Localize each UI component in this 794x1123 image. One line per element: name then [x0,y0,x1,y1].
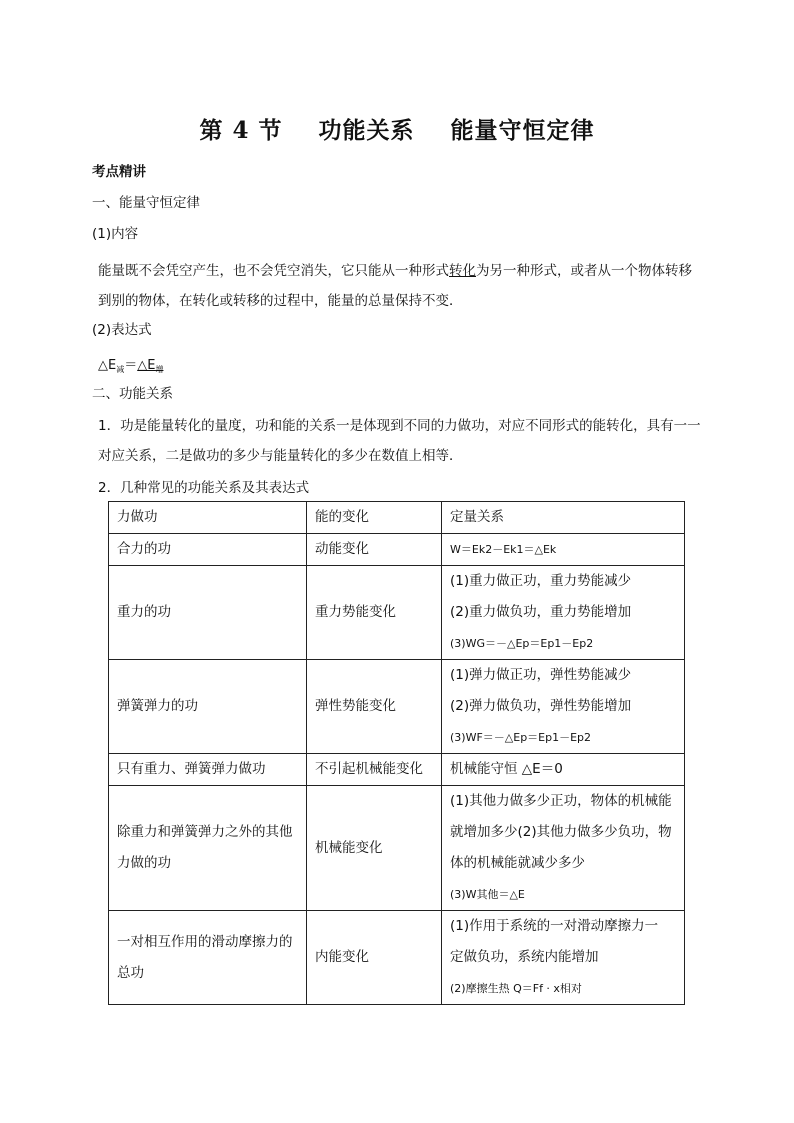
content-text-b: 为另一种形式，或者从一个物体转移到别的物体，在转化或转移的过程中，能量的总量保持不变． [98,263,692,309]
row-relation [442,566,685,660]
row-force: 只有重力、弹簧弹力做功 [109,754,307,786]
relation-line: (1)弹力做正功，弹性势能减少 [450,667,632,683]
formula-eq: ＝ [124,358,138,373]
page-title: 第 4 节 功能关系 能量守恒定律 [199,117,595,144]
relation-line: (1)作用于系统的一对滑动摩擦力一 [450,918,659,934]
table-row [109,566,685,660]
formula-right-sub: 增 [155,365,164,374]
row-change: 内能变化 [307,911,442,1005]
relation-line: (2)弹力做负功，弹性势能增加 [450,698,632,714]
header-relation: 定量关系 [442,502,685,534]
table-row [109,660,685,754]
table-row [109,911,685,1005]
content-text-underlined: 转化 [449,263,476,279]
relation-line: 体的机械能就减少多少 [450,855,585,871]
relation-line: (1)其他力做多少正功，物体的机械能 [450,793,672,809]
point-2: 2．几种常见的功能关系及其表达式 [98,480,310,496]
section-2-title: 二、功能关系 [92,386,173,402]
relation-line: (2)重力做负功，重力势能增加 [450,604,632,620]
relation-line: (3)WF＝－△Ep＝Ep1－Ep2 [450,731,592,744]
relation-line: W＝Ek2－Ek1＝△Ek [450,543,557,556]
relation-line: (2)摩擦生热 Q＝Ff · x相对 [450,982,582,995]
section-heading: 考点精讲 [92,164,146,180]
row-relation [442,660,685,754]
function-energy-table [108,501,685,1005]
row-force: 重力的功 [109,566,307,660]
table-header-row [109,502,685,534]
section-1-title: 一、能量守恒定律 [92,195,200,211]
relation-line: 就增加多少(2)其他力做多少负功，物 [450,824,672,840]
header-change: 能的变化 [307,502,442,534]
point-1: 1．功是能量转化的量度，功和能的关系一是体现到不同的力做功，对应不同形式的能转化，具有一一对应关系，二是做功的多少与能量转化的多少在数值上相等． [98,418,701,464]
row-change: 不引起机械能变化 [307,754,442,786]
row-relation [442,786,685,911]
row-change: 弹性势能变化 [307,660,442,754]
row-change: 动能变化 [307,534,442,566]
formula-left: △E [98,358,117,373]
row-relation [442,911,685,1005]
relation-line: (3)W其他＝△E [450,888,525,901]
table-row [109,754,685,786]
row-force: 合力的功 [109,534,307,566]
content-paragraph [98,256,702,316]
content-text-a: 能量既不会凭空产生，也不会凭空消失，它只能从一种形式 [98,263,449,279]
row-change: 重力势能变化 [307,566,442,660]
relation-line: 定做负功，系统内能增加 [450,949,599,965]
row-force: 一对相互作用的滑动摩擦力的总功 [109,911,307,1005]
relation-line: 机械能守恒 △E＝0 [450,761,563,777]
row-relation [442,534,685,566]
relation-line: (3)WG＝－△Ep＝Ep1－Ep2 [450,637,594,650]
content-label: (1)内容 [92,226,139,242]
row-force: 弹簧弹力的功 [109,660,307,754]
header-force: 力做功 [109,502,307,534]
row-force: 除重力和弹簧弹力之外的其他力做的功 [109,786,307,911]
formula-left-sub: 减 [116,365,125,374]
table-row [109,786,685,911]
expression-label: (2)表达式 [92,322,152,338]
conservation-formula [98,354,163,375]
row-relation [442,754,685,786]
table-row [109,534,685,566]
row-change: 机械能变化 [307,786,442,911]
relation-line: (1)重力做正功，重力势能减少 [450,573,632,589]
formula-right: △E [137,358,156,373]
